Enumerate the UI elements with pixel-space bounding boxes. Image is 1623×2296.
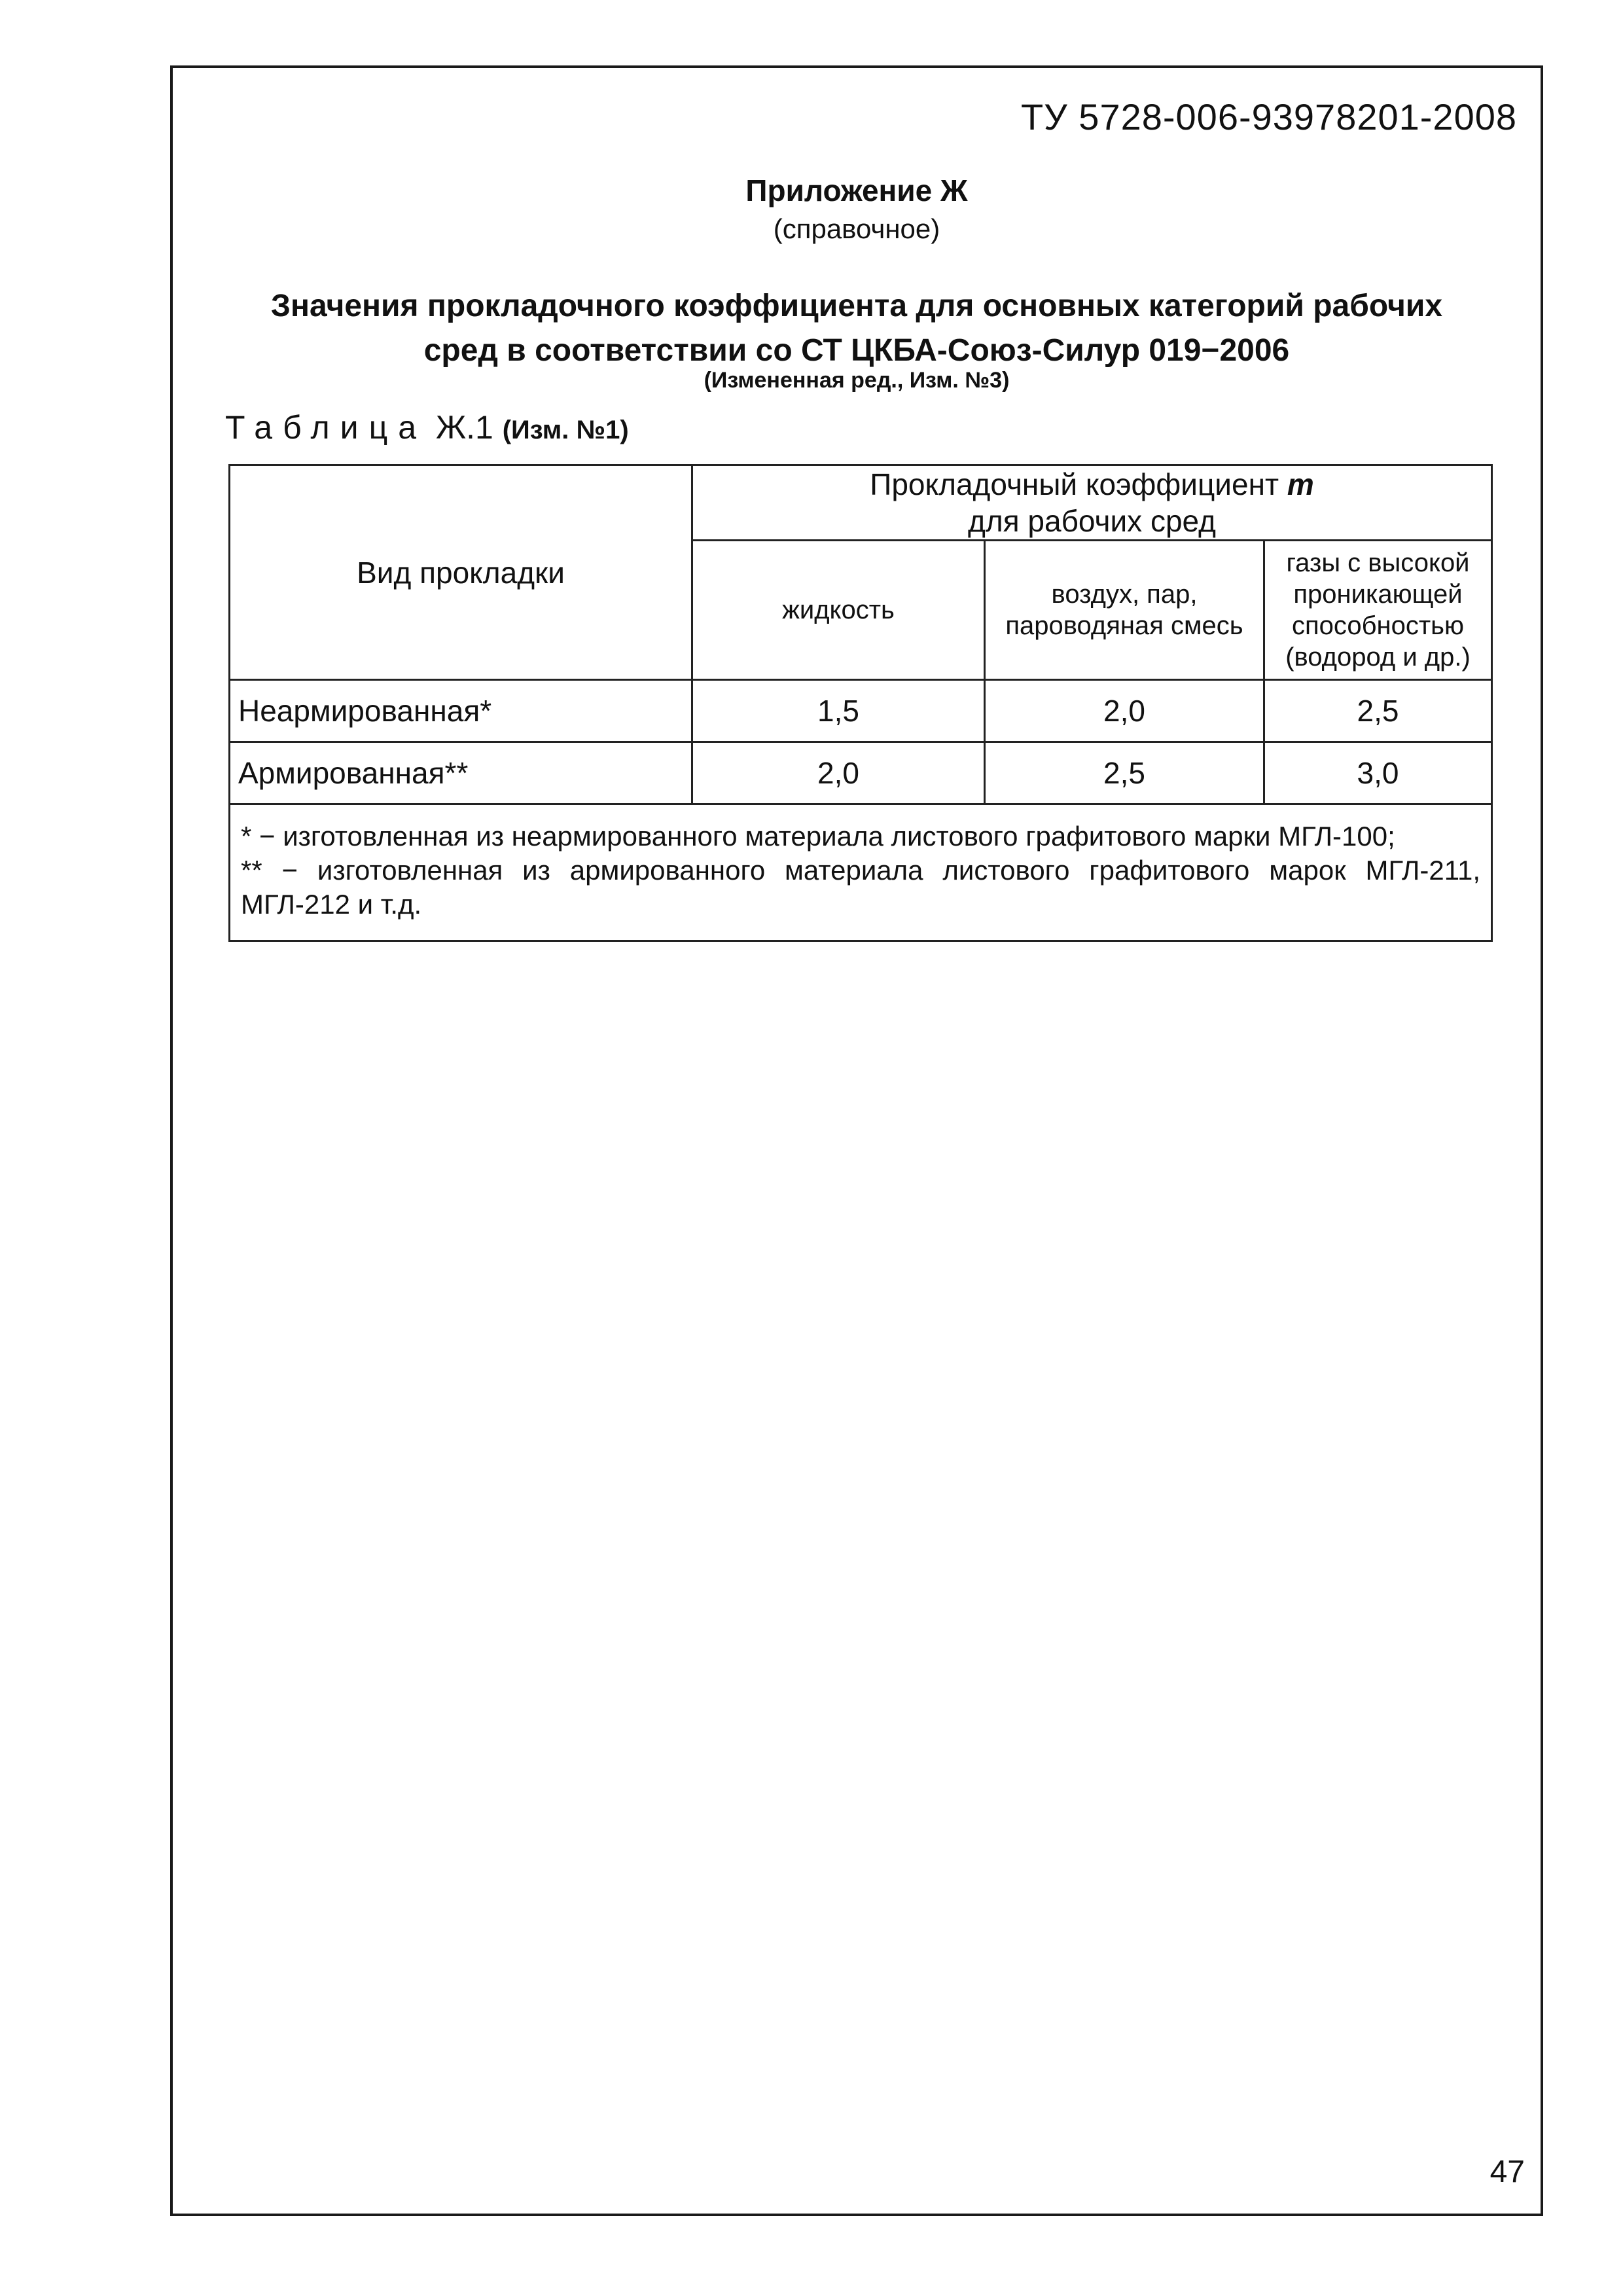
table-caption-number: Ж.1 [435, 409, 493, 446]
header-gasket-kind: Вид прокладки [230, 465, 692, 680]
note-reinforced: ** − изготовленная из армированного материала листового графитового марок МГЛ-211, МГЛ-212 и т.д. [241, 855, 1480, 920]
cell-value: 2,0 [692, 742, 985, 804]
page-frame [170, 65, 1543, 2216]
table-row [230, 742, 1492, 804]
appendix-title: Приложение Ж [745, 173, 968, 207]
document-code: ТУ 5728-006-93978201-2008 [1020, 96, 1517, 137]
row-name: Неармированная* [230, 680, 692, 742]
main-title [225, 284, 1488, 373]
header-coefficient-group [692, 465, 1492, 541]
main-title-line-1: Значения прокладочного коэффициента для основных категорий рабочих [270, 289, 1443, 323]
note-unreinforced: * − изготовленная из неармированного материала листового графитового марки МГЛ-100; [241, 821, 1395, 852]
edition-note: (Измененная ред., Изм. №3) [704, 368, 1010, 393]
cell-value: 2,0 [985, 680, 1264, 742]
header-group-symbol: m [1287, 467, 1314, 501]
cell-value: 2,5 [1264, 680, 1492, 742]
table-caption-label: Таблица [225, 409, 427, 446]
table-header-row [230, 465, 1492, 541]
table-caption [225, 408, 629, 446]
coefficient-table [228, 464, 1493, 942]
cell-value: 1,5 [692, 680, 985, 742]
header-group-line-2: для рабочих сред [968, 504, 1216, 538]
cell-value: 3,0 [1264, 742, 1492, 804]
table-row [230, 680, 1492, 742]
header-air-steam: воздух, пар, пароводяная смесь [985, 541, 1264, 680]
header-penetrating-gases: газы с высокой проникающей способностью (водород и др.) [1264, 541, 1492, 680]
row-name: Армированная** [230, 742, 692, 804]
appendix-subtitle: (справочное) [773, 213, 940, 244]
table-notes [230, 804, 1492, 941]
table-notes-row [230, 804, 1492, 941]
table-caption-amendment: (Изм. №1) [502, 416, 629, 444]
main-title-line-2: сред в соответствии со СТ ЦКБА-Союз-Силур 019−2006 [423, 333, 1290, 368]
page-number: 47 [1489, 2155, 1525, 2189]
header-group-line-1: Прокладочный коэффициент [870, 467, 1279, 501]
cell-value: 2,5 [985, 742, 1264, 804]
header-liquid: жидкость [692, 541, 985, 680]
